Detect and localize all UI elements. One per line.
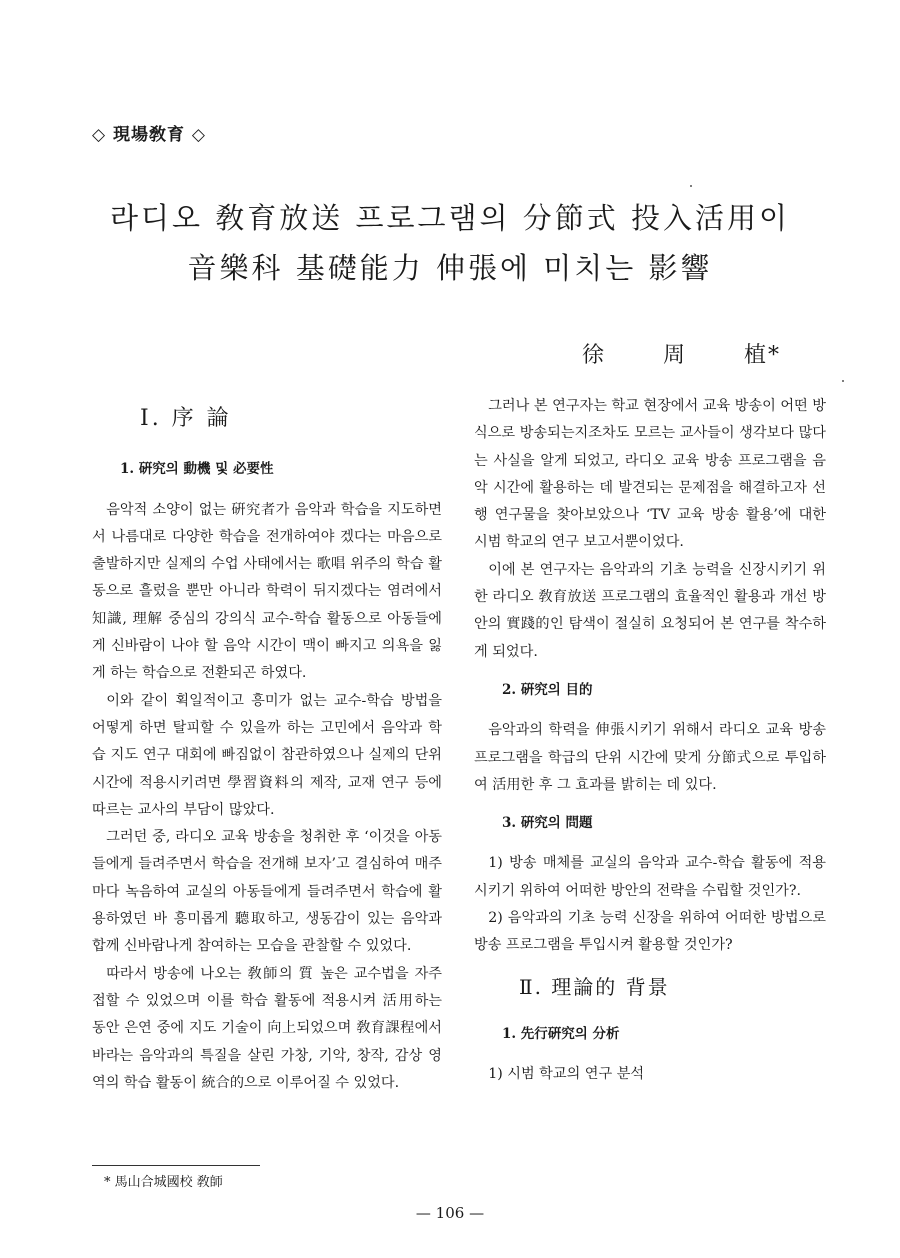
- article-title-line-1: 라디오 敎育放送 프로그램의 分節式 投入活用이: [110, 201, 790, 235]
- article-title-line-2: 音樂科 基礎能力 伸張에 미치는 影響: [187, 251, 713, 285]
- subheading-prior-research: 1. 先行硏究의 分析: [502, 1025, 620, 1042]
- scan-speck: [690, 185, 692, 187]
- footnote-divider: [92, 1165, 260, 1166]
- author-footnote: * 馬山合城國校 敎師: [104, 1175, 223, 1190]
- paragraph: 그러던 중, 라디오 교육 방송을 청취한 후 ‘이것을 아동들에게 들려주면서 학습을 전개해 보자’고 결심하여 매주마다 녹음하여 교실의 아동들에게 들려주면서 학습에 활용하였던 바 흥미롭게 聽取하고, 생동감이 있는 음악과 합께 신바람나게 참여하는 모습을 관찰할 수 있었다.: [92, 829, 442, 955]
- paragraph: 이에 본 연구자는 음악과의 기초 능력을 신장시키기 위한 라디오 敎育放送 프로그램의 효율적인 활용과 개선 방안의 實踐的인 탐색이 절실히 요청되어 본 연구를 착수하게 되었다.: [474, 561, 826, 660]
- author-name: 徐 周 植*: [582, 343, 781, 368]
- right-column: [474, 393, 826, 1089]
- list-item: 1) 시범 학교의 연구 분석: [488, 1066, 645, 1083]
- paragraph: 이와 같이 획일적이고 흥미가 없는 교수-학습 방법을 어떻게 하면 탈피할 수 있을까 하는 고민에서 음악과 학습 지도 연구 대회에 빠짐없이 참관하였으나 실제의 단위 시간에 적용시키려면 學習資料의 제작, 교재 연구 등에 따르는 교사의 부담이 많았다.: [92, 692, 442, 818]
- list-item: 2) 음악과의 기초 능력 신장을 위하여 어떠한 방법으로 방송 프로그램을 투입시켜 활용할 것인가?: [474, 910, 826, 954]
- paragraph: 그러나 본 연구자는 학교 현장에서 교육 방송이 어떤 방식으로 방송되는지조차도 모르는 교사들이 생각보다 많다는 사실을 알게 되었고, 라디오 교육 방송 프로그램을 음악 시간에 활용하는 데 발견되는 문제점을 해결하고자 선행 연구물을 찾아보았으나 ‘TV 교육 방송 활용’에 대한 시범 학교의 연구 보고서뿐이었다.: [474, 398, 826, 551]
- page-number: — 106 —: [415, 1204, 485, 1222]
- section-heading-theory: Ⅱ. 理論的 背景: [519, 974, 670, 999]
- list-item: 1) 방송 매체를 교실의 음악과 교수-학습 활동에 적용시키기 위하여 어떠한 방안의 전략을 수립할 것인가?.: [474, 855, 826, 899]
- paragraph: 음악과의 학력을 伸張시키기 위해서 라디오 교육 방송 프로그램을 학급의 단위 시간에 맞게 分節式으로 투입하여 活用한 후 그 효과를 밝히는 데 있다.: [474, 722, 826, 793]
- scan-speck: [842, 380, 844, 382]
- subheading-problems: 3. 硏究의 問題: [502, 815, 593, 832]
- paragraph: 따라서 방송에 나오는 敎師의 質 높은 교수법을 자주 접할 수 있었으며 이를 학습 활동에 적용시켜 活用하는 동안 은연 중에 지도 기술이 向上되었으며 敎育課程에서 바라는 음악과의 특질을 살린 가창, 기악, 창작, 감상 영역의 학습 활동이 統合的으로 이루어질 수 있었다.: [92, 965, 442, 1091]
- paragraph: 음악적 소양이 없는 硏究者가 음악과 학습을 지도하면서 나름대로 다양한 학습을 전개하여야 겠다는 마음으로 출발하지만 실제의 수업 사태에서는 歌唱 위주의 학습 활동으로 흘렀을 뿐만 아니라 학력이 뒤지겠다는 염려에서 知識, 理解 중심의 강의식 교수-학습 활동으로 아동들에게 신바람이 나야 할 음악 시간이 맥이 빠지고 의욕을 잃게 하는 학습으로 전환되곤 하였다.: [92, 501, 442, 682]
- left-column: [92, 405, 442, 1097]
- subheading-purpose: 2. 硏究의 目的: [502, 681, 593, 698]
- section-kicker: ◇ 現場敎育 ◇: [92, 125, 206, 145]
- subheading-motivation: 1. 硏究의 動機 및 必要性: [120, 461, 274, 478]
- section-heading-introduction: Ⅰ. 序 論: [140, 406, 232, 431]
